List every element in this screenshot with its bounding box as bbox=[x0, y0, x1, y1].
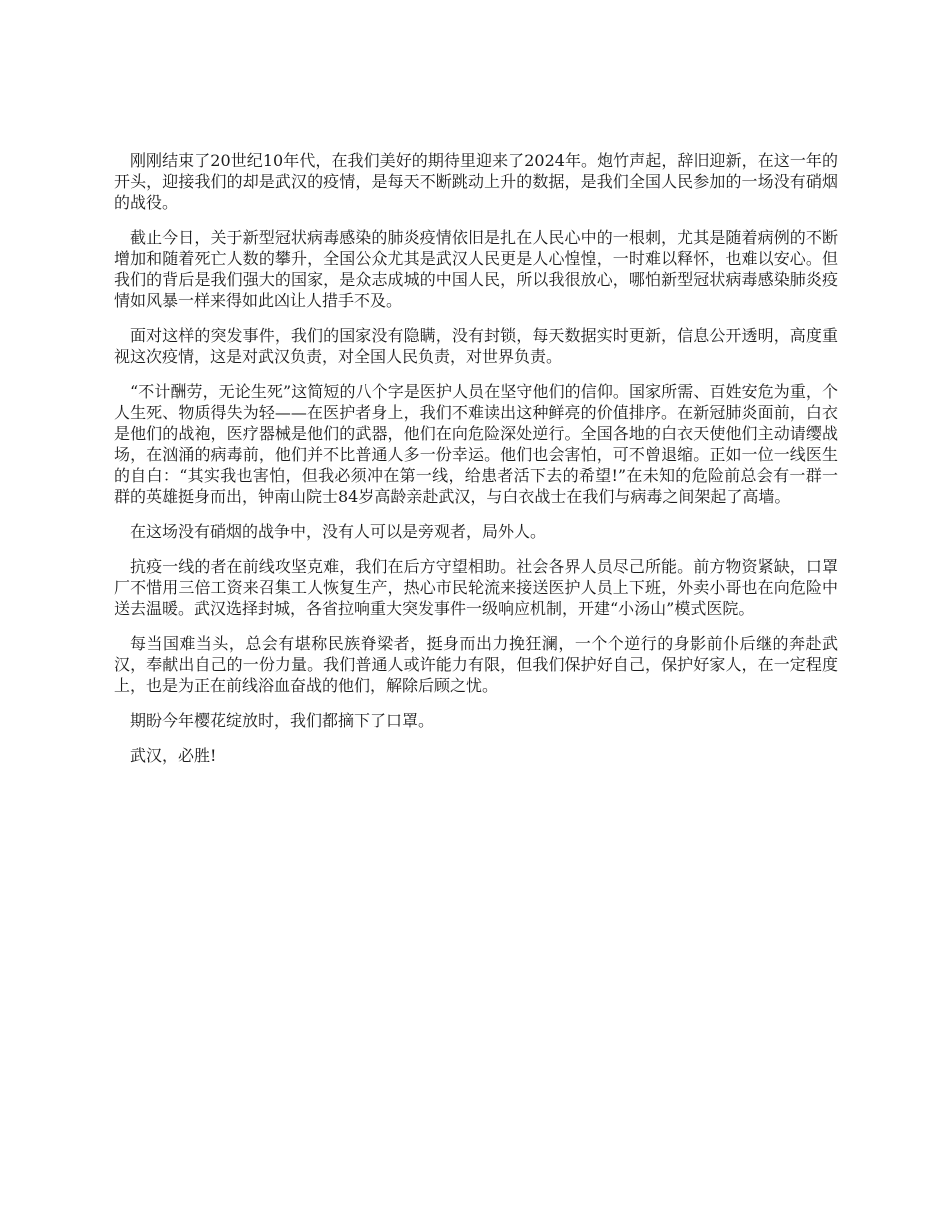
paragraph-1: 刚刚结束了20世纪10年代，在我们美好的期待里迎来了2024年。炮竹声起，辞旧迎新，在这一年的开头，迎接我们的却是武汉的疫情，是每天不断跳动上升的数据，是我们全国人民参加的一场没有硝烟的战役。 bbox=[114, 151, 838, 212]
paragraph-2: 截止今日，关于新型冠状病毒感染的肺炎疫情依旧是扎在人民心中的一根刺，尤其是随着病例的不断增加和随着死亡人数的攀升，全国公众尤其是武汉人民更是人心惶惶，一时难以释怀，也难以安心。但我们的背后是我们强大的国家，是众志成城的中国人民，所以我很放心，哪怕新型冠状病毒感染肺炎疫情如风暴一样来得如此凶让人措手不及。 bbox=[114, 228, 838, 310]
paragraph-6: 抗疫一线的者在前线攻坚克难，我们在后方守望相助。社会各界人员尽己所能。前方物资紧缺，口罩厂不惜用三倍工资来召集工人恢复生产，热心市民轮流来接送医护人员上下班，外卖小哥也在向危险中送去温暖。武汉选择封城，各省拉响重大突发事件一级响应机制，开建“小汤山”模式医院。 bbox=[114, 557, 838, 618]
paragraph-5: 在这场没有硝烟的战争中，没有人可以是旁观者，局外人。 bbox=[130, 522, 547, 541]
paragraph-3: 面对这样的突发事件，我们的国家没有隐瞒，没有封锁，每天数据实时更新，信息公开透明，高度重视这次疫情，这是对武汉负责，对全国人民负责，对世界负责。 bbox=[114, 326, 838, 366]
paragraph-7: 每当国难当头，总会有堪称民族脊梁者，挺身而出力挽狂澜，一个个逆行的身影前仆后继的奔赴武汉，奉献出自己的一份力量。我们普通人或许能力有限，但我们保护好自己，保护好家人，在一定程度上，也是为正在前线浴血奋战的他们，解除后顾之忧。 bbox=[114, 634, 838, 695]
document-body bbox=[114, 150, 838, 780]
paragraph-4: “不计酬劳，无论生死”这简短的八个字是医护人员在坚守他们的信仰。国家所需、百姓安危为重，个人生死、物质得失为轻——在医护者身上，我们不难读出这种鲜亮的价值排序。在新冠肺炎面前，白衣是他们的战袍，医疗器械是他们的武器，他们在向危险深处逆行。全国各地的白衣天使他们主动请缨战场，在汹涌的病毒前，他们并不比普通人多一份幸运。他们也会害怕，可不曾退缩。正如一位一线医生的自白：“其实我也害怕，但我必须冲在第一线，给患者活下去的希望!”在未知的危险前总会有一群一群的英雄挺身而出，钟南山院士84岁高龄亲赴武汉，与白衣战士在我们与病毒之间架起了高墙。 bbox=[114, 382, 838, 506]
paragraph-8: 期盼今年樱花绽放时，我们都摘下了口罩。 bbox=[130, 711, 435, 730]
paragraph-9: 武汉，必胜! bbox=[130, 746, 217, 765]
